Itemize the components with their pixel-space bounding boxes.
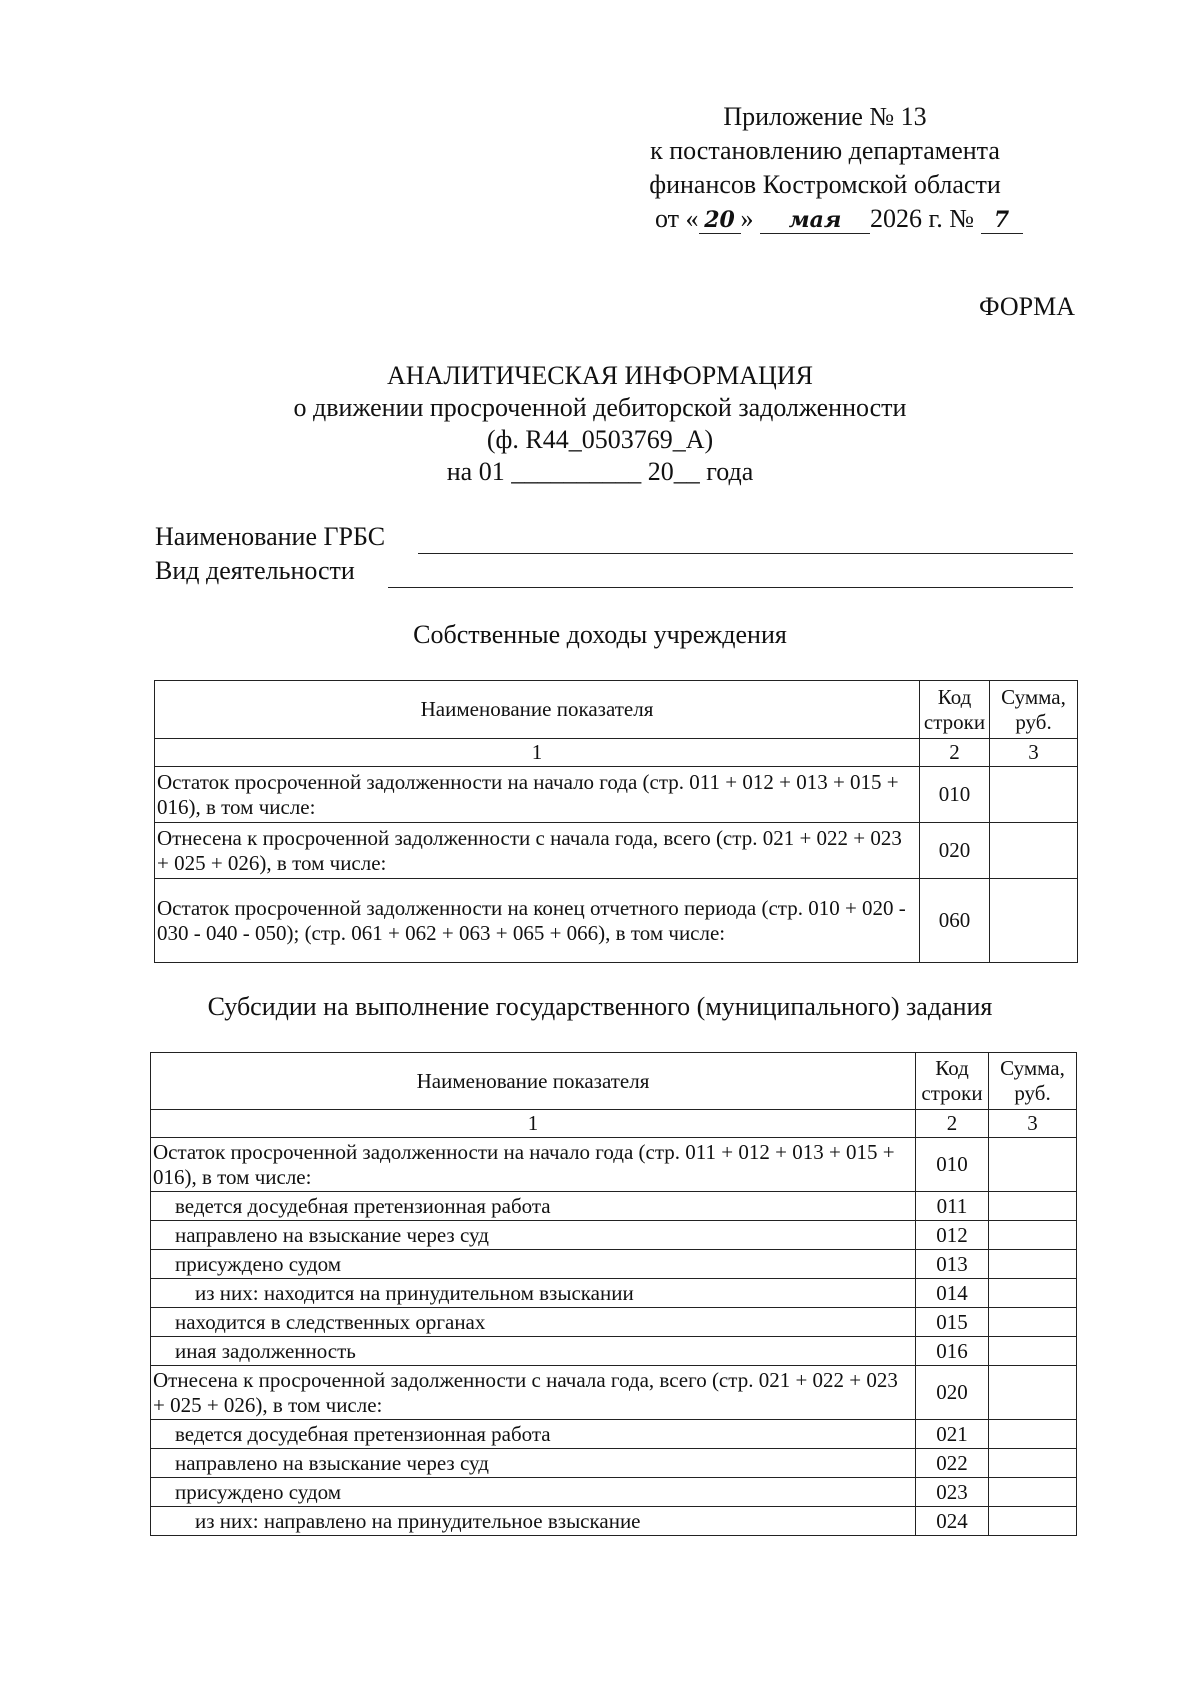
row-name: ведется досудебная претензионная работа bbox=[151, 1420, 916, 1449]
header-sum: Сумма, руб. bbox=[989, 1053, 1077, 1110]
row-name: направлено на взыскание через суд bbox=[151, 1449, 916, 1478]
table-row bbox=[151, 1449, 1077, 1478]
row-name: находится в следственных органах bbox=[151, 1308, 916, 1337]
title-line-1: АНАЛИТИЧЕСКАЯ ИНФОРМАЦИЯ bbox=[387, 361, 813, 390]
table-row bbox=[151, 1250, 1077, 1279]
activity-label: Вид деятельности bbox=[155, 556, 355, 585]
row-name: ведется досудебная претензионная работа bbox=[151, 1192, 916, 1221]
row-name: Остаток просроченной задолженности на начало года (стр. 011 + 012 + 013 + 015 + 016), в том числе: bbox=[155, 767, 920, 823]
row-sum[interactable] bbox=[990, 823, 1078, 879]
colnum-1: 1 bbox=[151, 1110, 916, 1138]
row-sum[interactable] bbox=[989, 1279, 1077, 1308]
table-row bbox=[151, 1308, 1077, 1337]
row-sum[interactable] bbox=[989, 1478, 1077, 1507]
attachment-date-line bbox=[655, 202, 1025, 236]
row-code: 016 bbox=[916, 1337, 989, 1366]
row-code: 021 bbox=[916, 1420, 989, 1449]
section2-title: Субсидии на выполнение государственного (муниципального) задания bbox=[207, 992, 993, 1021]
row-name: Остаток просроченной задолженности на конец отчетного периода (стр. 010 + 020 - 030 - 040 - 050); (стр. 061 + 062 + 063 + 065 + 066), в том числе: bbox=[155, 879, 920, 963]
attachment-block bbox=[649, 100, 1025, 236]
header-name: Наименование показателя bbox=[151, 1053, 916, 1110]
table-row bbox=[151, 1192, 1077, 1221]
attachment-line-3: финансов Костромской области bbox=[649, 170, 1001, 199]
table-row bbox=[151, 1138, 1077, 1192]
row-code: 011 bbox=[916, 1192, 989, 1221]
row-code: 015 bbox=[916, 1308, 989, 1337]
row-sum[interactable] bbox=[990, 879, 1078, 963]
attachment-line-1: Приложение № 13 bbox=[723, 102, 927, 131]
table-row bbox=[155, 767, 1078, 823]
row-name: иная задолженность bbox=[151, 1337, 916, 1366]
row-code: 023 bbox=[916, 1478, 989, 1507]
row-sum[interactable] bbox=[990, 767, 1078, 823]
table-row bbox=[151, 1507, 1077, 1536]
title-line-4: на 01 __________ 20__ года bbox=[446, 457, 754, 486]
date-month: мая bbox=[760, 207, 870, 234]
date-mid: » bbox=[740, 204, 754, 233]
row-sum[interactable] bbox=[989, 1221, 1077, 1250]
section1-title: Собственные доходы учреждения bbox=[413, 620, 787, 649]
table-row bbox=[151, 1337, 1077, 1366]
date-number: 7 bbox=[981, 207, 1023, 234]
row-sum[interactable] bbox=[989, 1449, 1077, 1478]
row-name: Отнесена к просроченной задолженности с начала года, всего (стр. 021 + 022 + 023 + 025 + 026), в том числе: bbox=[151, 1366, 916, 1420]
header-name: Наименование показателя bbox=[155, 681, 920, 739]
grbs-field bbox=[155, 522, 385, 552]
row-sum[interactable] bbox=[989, 1420, 1077, 1449]
table-colnum-row bbox=[151, 1110, 1077, 1138]
colnum-2: 2 bbox=[916, 1110, 989, 1138]
row-code: 022 bbox=[916, 1449, 989, 1478]
row-name: Остаток просроченной задолженности на начало года (стр. 011 + 012 + 013 + 015 + 016), в том числе: bbox=[151, 1138, 916, 1192]
row-sum[interactable] bbox=[989, 1192, 1077, 1221]
date-day: 20 bbox=[699, 207, 741, 234]
row-code: 020 bbox=[920, 823, 990, 879]
colnum-1: 1 bbox=[155, 739, 920, 767]
row-code: 060 bbox=[920, 879, 990, 963]
colnum-3: 3 bbox=[989, 1110, 1077, 1138]
activity-field bbox=[155, 556, 355, 586]
grbs-input-line[interactable] bbox=[418, 552, 1073, 554]
row-sum[interactable] bbox=[989, 1138, 1077, 1192]
row-code: 014 bbox=[916, 1279, 989, 1308]
title-line-3: (ф. R44_0503769_А) bbox=[486, 425, 714, 454]
table-row bbox=[151, 1366, 1077, 1420]
row-code: 013 bbox=[916, 1250, 989, 1279]
table-row bbox=[151, 1221, 1077, 1250]
attachment-line-2: к постановлению департамента bbox=[650, 136, 1000, 165]
table-row bbox=[151, 1279, 1077, 1308]
section1-table bbox=[154, 680, 1078, 963]
table-header-row bbox=[155, 681, 1078, 739]
row-name: присуждено судом bbox=[151, 1250, 916, 1279]
section2-table bbox=[150, 1052, 1077, 1536]
activity-input-line[interactable] bbox=[388, 586, 1073, 588]
row-name: из них: направлено на принудительное взыскание bbox=[151, 1507, 916, 1536]
date-prefix: от « bbox=[655, 204, 699, 233]
row-name: из них: находится на принудительном взыскании bbox=[151, 1279, 916, 1308]
row-sum[interactable] bbox=[989, 1337, 1077, 1366]
row-code: 010 bbox=[916, 1138, 989, 1192]
table-row bbox=[155, 823, 1078, 879]
row-name: присуждено судом bbox=[151, 1478, 916, 1507]
grbs-label: Наименование ГРБС bbox=[155, 522, 386, 551]
table-row bbox=[151, 1420, 1077, 1449]
row-code: 012 bbox=[916, 1221, 989, 1250]
row-name: направлено на взыскание через суд bbox=[151, 1221, 916, 1250]
title-line-2: о движении просроченной дебиторской задолженности bbox=[293, 393, 907, 422]
row-sum[interactable] bbox=[989, 1507, 1077, 1536]
row-code: 020 bbox=[916, 1366, 989, 1420]
table-row bbox=[155, 879, 1078, 963]
row-sum[interactable] bbox=[989, 1308, 1077, 1337]
row-sum[interactable] bbox=[989, 1366, 1077, 1420]
header-code: Код строки bbox=[916, 1053, 989, 1110]
document-title bbox=[0, 360, 1200, 488]
row-name: Отнесена к просроченной задолженности с начала года, всего (стр. 021 + 022 + 023 + 025 + 026), в том числе: bbox=[155, 823, 920, 879]
forma-label: ФОРМА bbox=[979, 292, 1075, 321]
header-sum: Сумма, руб. bbox=[990, 681, 1078, 739]
row-code: 010 bbox=[920, 767, 990, 823]
date-year: 2026 г. № bbox=[870, 204, 975, 233]
colnum-2: 2 bbox=[920, 739, 990, 767]
row-code: 024 bbox=[916, 1507, 989, 1536]
table-header-row bbox=[151, 1053, 1077, 1110]
header-code: Код строки bbox=[920, 681, 990, 739]
table-row bbox=[151, 1478, 1077, 1507]
colnum-3: 3 bbox=[990, 739, 1078, 767]
row-sum[interactable] bbox=[989, 1250, 1077, 1279]
table-colnum-row bbox=[155, 739, 1078, 767]
